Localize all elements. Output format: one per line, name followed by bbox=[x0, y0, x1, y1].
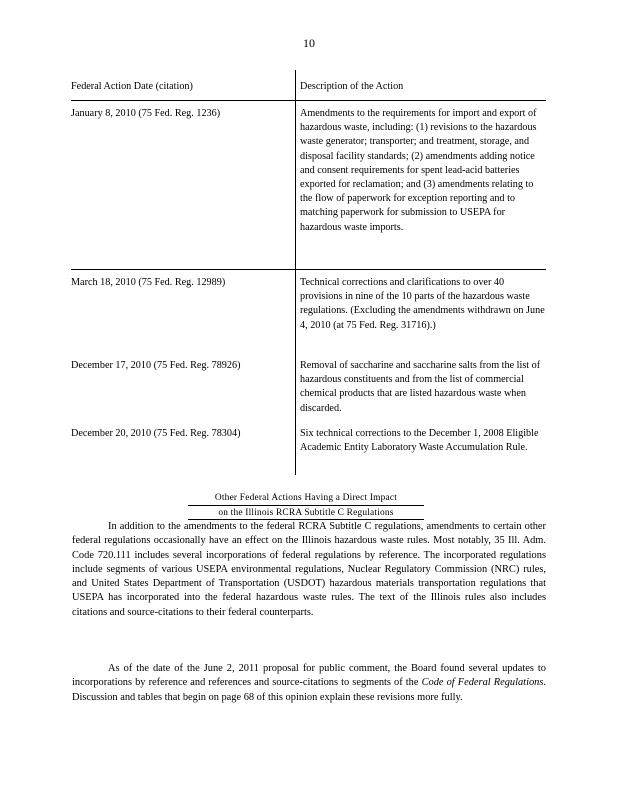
subheading-line-2: on the Illinois RCRA Subtitle C Regulations bbox=[218, 508, 394, 518]
table-row-description: Technical corrections and clarifications to over 40 provisions in nine of the 10 parts of the hazardous waste regulations. (Excluding the amendments withdrawn on June 4, 2010 (at 75 Fed. Reg. 31716).) bbox=[300, 277, 545, 331]
cfr-citation: Code of Federal Regulations bbox=[421, 677, 544, 689]
table-header-rule bbox=[71, 100, 546, 101]
paragraph-text: . Discussion and tables that begin on page 68 of this opinion explain these revisions more fully. bbox=[72, 677, 546, 703]
table-row-date: December 17, 2010 (75 Fed. Reg. 78926) bbox=[71, 360, 241, 371]
subheading-underline bbox=[188, 505, 424, 506]
paragraph-other-federal-actions: In addition to the amendments to the federal RCRA Subtitle C regulations, amendments to certain other federal regulations occasionally have an effect on the Illinois hazardous waste rules. Most notably, 35 Ill. Adm. Code 720.111 includes several incorporations of federal regulations by reference. The incorporated regulations include segments of various USEPA environmental regulations, Nuclear Regulatory Commission (NRC) rules, and United States Department of Transportation (USDOT) hazardous materials transportation regulations that USEPA has incorporated into the federal hazardous waste rules. The text of the Illinois rules also includes citations and source-citations to their federal counterparts. bbox=[72, 521, 546, 618]
table-row-description: Removal of saccharine and saccharine salts from the list of hazardous constituents and from the list of commercial chemical products that are listed hazardous waste when discarded. bbox=[300, 360, 541, 414]
column-divider bbox=[295, 70, 296, 269]
table-header-date: Federal Action Date (citation) bbox=[71, 81, 193, 92]
table-row-date: January 8, 2010 (75 Fed. Reg. 1236) bbox=[71, 108, 221, 119]
table-header-description: Description of the Action bbox=[300, 81, 404, 92]
table-row-description: Six technical corrections to the December 1, 2008 Eligible Academic Entity Laboratory Waste Accumulation Rule. bbox=[300, 428, 539, 454]
column-divider bbox=[295, 269, 296, 475]
table-row-description: Amendments to the requirements for import and export of hazardous waste, including: (1) revisions to the hazardous waste generator; transporter; and treatment, storage, and disposal facility standards; (2) amendments adding notice and consent requirements for spent lead-acid batteries exported for reclamation; and (3) amendments relating to the flow of paperwork for exception reporting and to matching paperwork for submission to USEPA for hazardous waste imports. bbox=[300, 108, 537, 233]
paragraph-board-updates bbox=[72, 662, 546, 705]
paragraph-text: As of the date of the June 2, 2011 proposal for public comment, the Board found several updates to incorporations by reference and references and source-citations to segments of the bbox=[72, 663, 546, 689]
table-row-date: March 18, 2010 (75 Fed. Reg. 12989) bbox=[71, 277, 226, 288]
table-row-date: December 20, 2010 (75 Fed. Reg. 78304) bbox=[71, 428, 241, 439]
page-number: 10 bbox=[303, 36, 315, 50]
subheading-line-1: Other Federal Actions Having a Direct Impact bbox=[214, 493, 398, 503]
table-row-rule bbox=[71, 269, 546, 270]
